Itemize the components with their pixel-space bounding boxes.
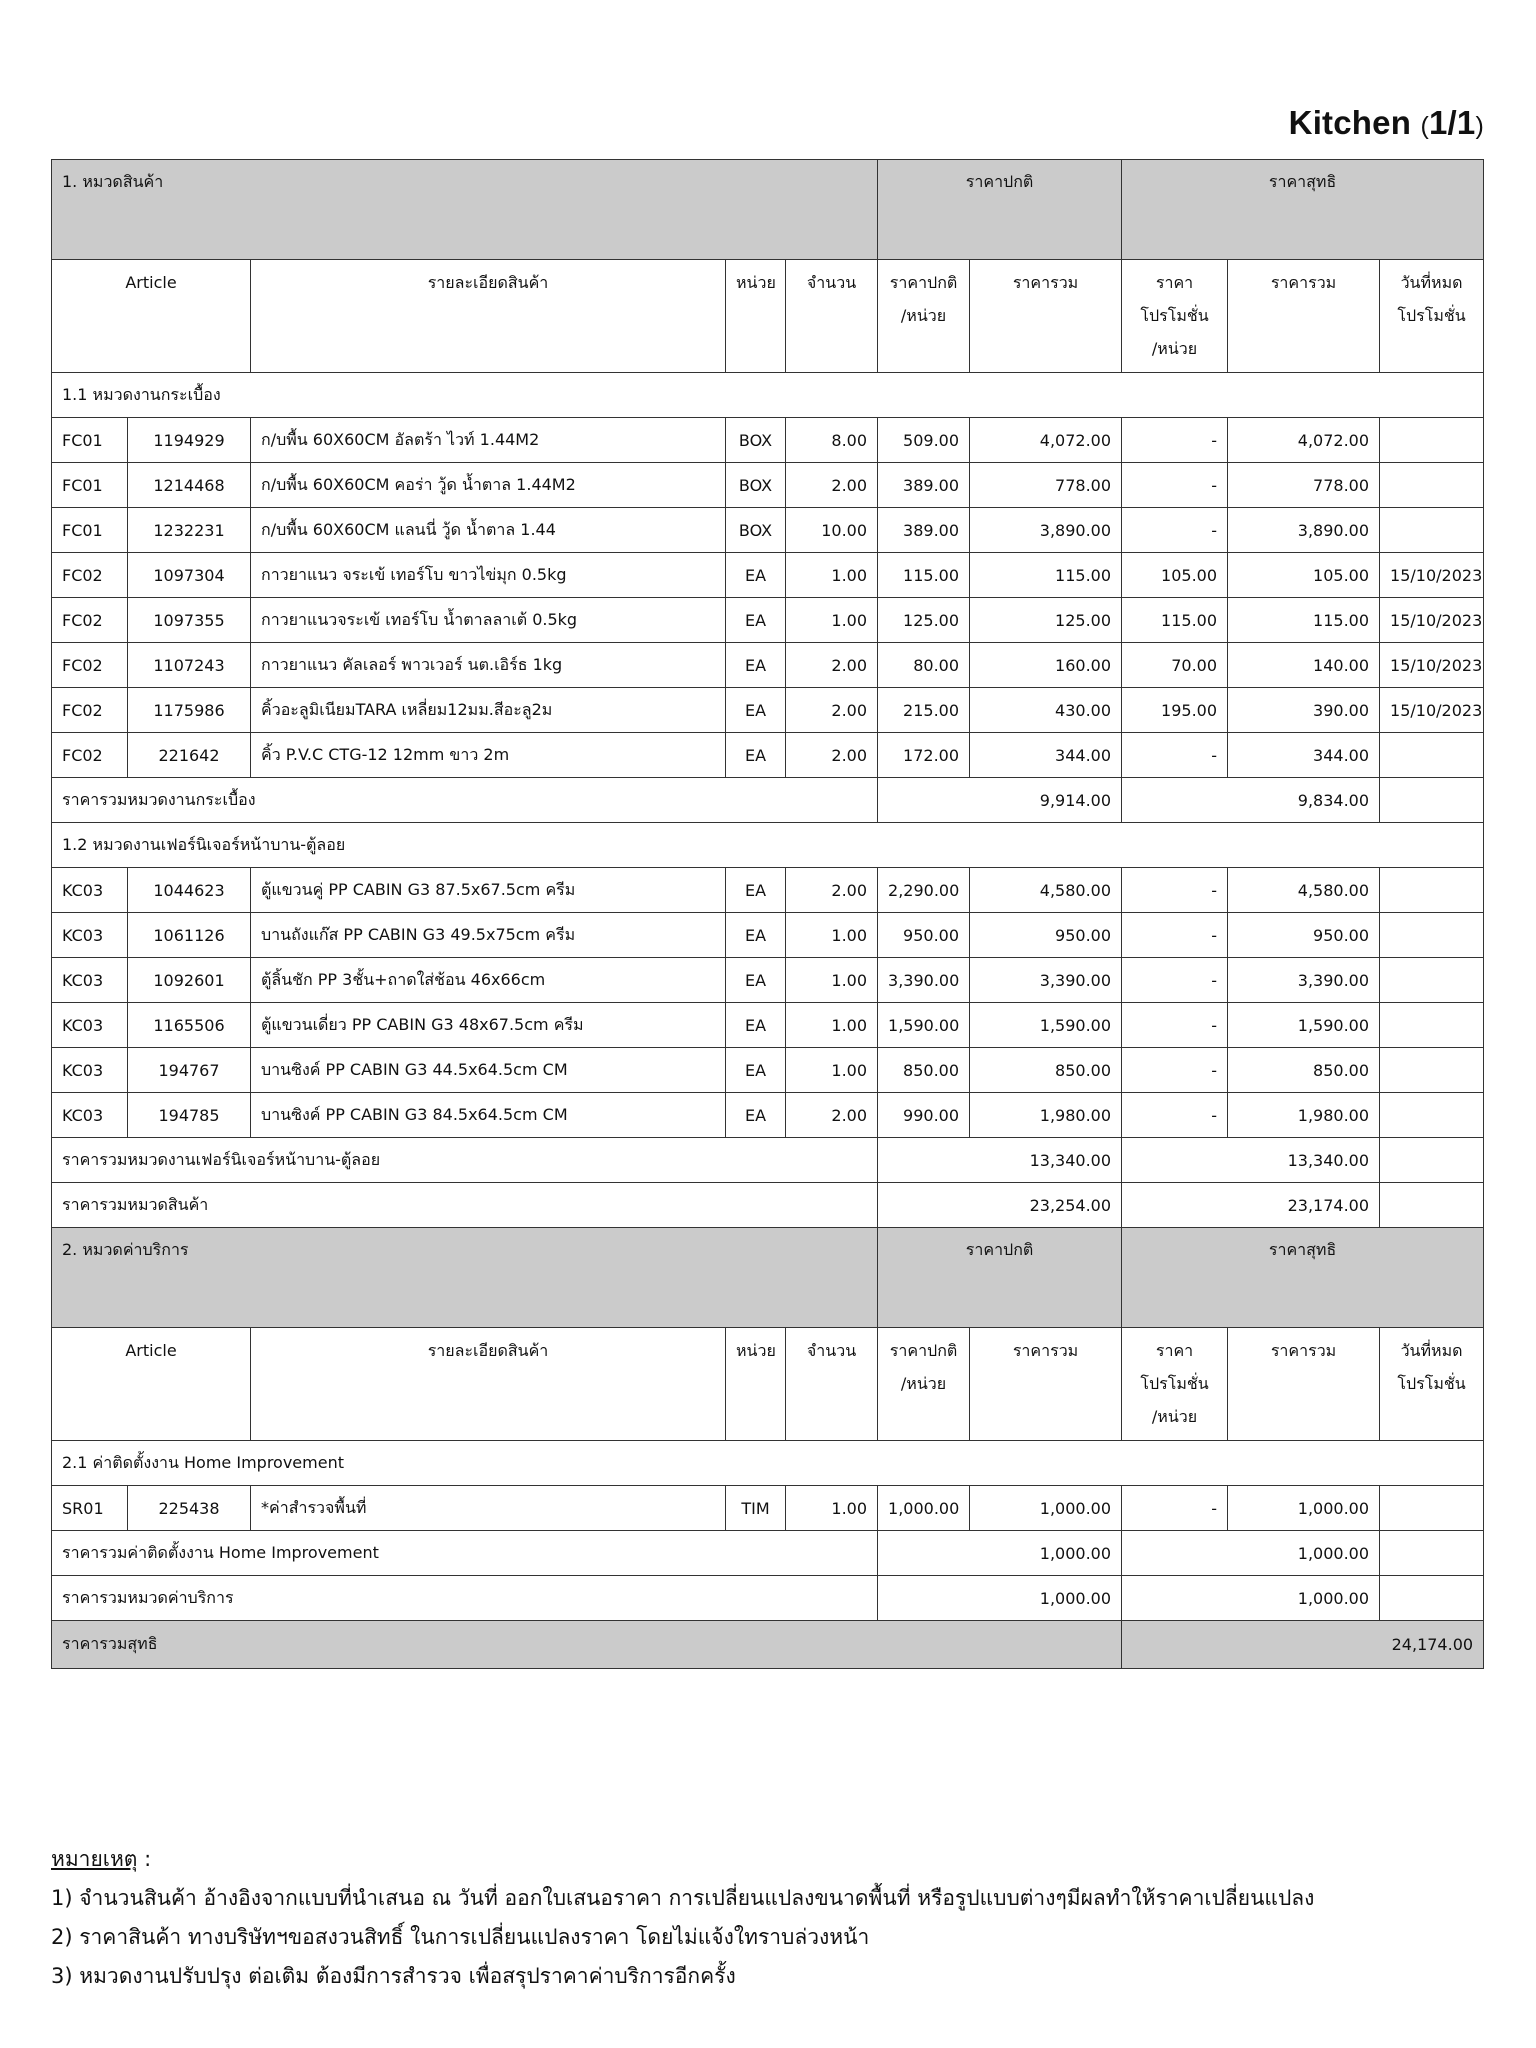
total-net: 1,000.00 [1122,1531,1380,1576]
total-normal: 9,914.00 [878,778,1122,823]
total-label: ราคารวมหมวดงานกระเบื้อง [52,778,878,823]
item-promo-total: 950.00 [1228,913,1380,958]
item-article: 1232231 [128,508,251,553]
item-code: KC03 [52,1048,128,1093]
item-promo-total: 1,590.00 [1228,1003,1380,1048]
category-band-row [52,160,1484,260]
section-title-row [52,373,1484,418]
item-promo-total: 850.00 [1228,1048,1380,1093]
col-unit: หน่วย [726,260,786,373]
item-total: 160.00 [970,643,1122,688]
item-quantity: 10.00 [786,508,878,553]
table-row [52,553,1484,598]
item-promo-end: 15/10/2023 [1380,643,1484,688]
total-net: 13,340.00 [1122,1138,1380,1183]
item-unit-price: 125.00 [878,598,970,643]
grand-total-row [52,1621,1484,1669]
col-unit: หน่วย [726,1328,786,1441]
item-quantity: 1.00 [786,1048,878,1093]
table-row [52,463,1484,508]
item-promo-total: 1,980.00 [1228,1093,1380,1138]
item-promo-total: 3,390.00 [1228,958,1380,1003]
section-title: 1.1 หมวดงานกระเบื้อง [52,373,1484,418]
col-description: รายละเอียดสินค้า [251,1328,726,1441]
item-description: กาวยาแนว คัลเลอร์ พาวเวอร์ นต.เอิร์ธ 1kg [251,643,726,688]
item-quantity: 2.00 [786,1093,878,1138]
item-unit: EA [726,1048,786,1093]
item-promo-total: 4,580.00 [1228,868,1380,913]
item-total: 1,980.00 [970,1093,1122,1138]
item-article: 1061126 [128,913,251,958]
item-promo-total: 4,072.00 [1228,418,1380,463]
item-unit-price: 509.00 [878,418,970,463]
total-empty [1380,1531,1484,1576]
section-title-row [52,1441,1484,1486]
item-promo-total: 115.00 [1228,598,1380,643]
item-total: 778.00 [970,463,1122,508]
item-code: FC02 [52,553,128,598]
note-line: 3) หมวดงานปรับปรุง ต่อเติม ต้องมีการสำรวจ เพื่อสรุปราคาค่าบริการอีกครั้ง [51,1964,736,1988]
item-unit-price: 1,590.00 [878,1003,970,1048]
item-description: กาวยาแนว จระเข้ เทอร์โบ ขาวไข่มุก 0.5kg [251,553,726,598]
item-description: คิ้วอะลูมิเนียมTARA เหลี่ยม12มม.สีอะลู2ม [251,688,726,733]
page-title [1289,104,1484,142]
item-promo-total: 140.00 [1228,643,1380,688]
item-total: 125.00 [970,598,1122,643]
item-promo-price: 115.00 [1122,598,1228,643]
col-total: ราคารวม [970,260,1122,373]
item-unit: EA [726,1093,786,1138]
item-promo-price: - [1122,508,1228,553]
item-description: บานซิงค์ PP CABIN G3 84.5x64.5cm CM [251,1093,726,1138]
total-label: ราคารวมค่าติดตั้งงาน Home Improvement [52,1531,878,1576]
item-unit: EA [726,598,786,643]
item-promo-price: - [1122,913,1228,958]
item-description: ก/บพื้น 60X60CM อัลตร้า ไวท์ 1.44M2 [251,418,726,463]
item-code: FC02 [52,688,128,733]
section-total-row [52,778,1484,823]
item-quantity: 2.00 [786,733,878,778]
note-line: 2) ราคาสินค้า ทางบริษัทฯขอสงวนสิทธิ์ ในการเปลี่ยนแปลงราคา โดยไม่แจ้งใทราบล่วงหน้า [51,1925,870,1949]
item-promo-end [1380,508,1484,553]
col-promo-price: ราคา โปรโมชั่น /หน่วย [1122,1328,1228,1441]
item-unit-price: 80.00 [878,643,970,688]
item-promo-price: - [1122,1003,1228,1048]
col-promo-total: ราคารวม [1228,1328,1380,1441]
item-unit-price: 389.00 [878,508,970,553]
table-row [52,1003,1484,1048]
item-unit-price: 172.00 [878,733,970,778]
normal-price-band: ราคาปกติ [878,160,1122,260]
item-description: *ค่าสำรวจพื้นที่ [251,1486,726,1531]
col-description: รายละเอียดสินค้า [251,260,726,373]
item-total: 115.00 [970,553,1122,598]
item-promo-end [1380,1048,1484,1093]
item-unit: TIM [726,1486,786,1531]
item-code: KC03 [52,913,128,958]
item-unit-price: 215.00 [878,688,970,733]
page-paren-close: ) [1475,112,1484,140]
item-unit: EA [726,643,786,688]
item-promo-price: - [1122,1486,1228,1531]
col-total: ราคารวม [970,1328,1122,1441]
item-description: กาวยาแนวจระเข้ เทอร์โบ น้ำตาลลาเต้ 0.5kg [251,598,726,643]
item-unit: EA [726,688,786,733]
item-total: 3,890.00 [970,508,1122,553]
item-code: KC03 [52,1093,128,1138]
total-net: 9,834.00 [1122,778,1380,823]
item-unit-price: 950.00 [878,913,970,958]
item-code: KC03 [52,958,128,1003]
col-article: Article [52,1328,251,1441]
section-title: 2.1 ค่าติดตั้งงาน Home Improvement [52,1441,1484,1486]
item-description: ตู้ลิ้นชัก PP 3ชั้น+ถาดใส่ช้อน 46x66cm [251,958,726,1003]
item-article: 225438 [128,1486,251,1531]
item-unit: EA [726,733,786,778]
total-empty [1380,778,1484,823]
category-band-row [52,1228,1484,1328]
table-row [52,508,1484,553]
item-total: 1,590.00 [970,1003,1122,1048]
section-title-row [52,823,1484,868]
table-row [52,913,1484,958]
item-total: 3,390.00 [970,958,1122,1003]
item-promo-price: - [1122,733,1228,778]
total-empty [1380,1183,1484,1228]
net-price-band: ราคาสุทธิ [1122,1228,1484,1328]
table-row [52,733,1484,778]
item-unit: EA [726,553,786,598]
net-price-band: ราคาสุทธิ [1122,160,1484,260]
col-promo-end: วันที่หมด โปรโมชั่น [1380,260,1484,373]
item-promo-total: 3,890.00 [1228,508,1380,553]
item-unit-price: 3,390.00 [878,958,970,1003]
column-header-row [52,260,1484,373]
item-quantity: 2.00 [786,643,878,688]
total-empty [1380,1576,1484,1621]
item-code: FC02 [52,598,128,643]
col-quantity: จำนวน [786,1328,878,1441]
total-label: ราคารวมหมวดงานเฟอร์นิเจอร์หน้าบาน-ตู้ลอย [52,1138,878,1183]
item-promo-end [1380,1486,1484,1531]
item-article: 1092601 [128,958,251,1003]
section-total-row [52,1531,1484,1576]
table-row [52,1486,1484,1531]
total-normal: 23,254.00 [878,1183,1122,1228]
item-promo-end [1380,913,1484,958]
item-quantity: 1.00 [786,598,878,643]
category-total-row [52,1576,1484,1621]
item-promo-price: - [1122,868,1228,913]
item-description: บานซิงค์ PP CABIN G3 44.5x64.5cm CM [251,1048,726,1093]
item-article: 1165506 [128,1003,251,1048]
total-normal: 13,340.00 [878,1138,1122,1183]
col-promo-price: ราคา โปรโมชั่น /หน่วย [1122,260,1228,373]
page-paren-open: ( [1420,112,1429,140]
item-quantity: 1.00 [786,553,878,598]
item-promo-price: 105.00 [1122,553,1228,598]
item-article: 1175986 [128,688,251,733]
item-promo-total: 344.00 [1228,733,1380,778]
item-code: KC03 [52,1003,128,1048]
total-label: ราคารวมหมวดสินค้า [52,1183,878,1228]
total-net: 1,000.00 [1122,1576,1380,1621]
item-description: คิ้ว P.V.C CTG-12 12mm ขาว 2m [251,733,726,778]
item-quantity: 1.00 [786,958,878,1003]
grand-total-label: ราคารวมสุทธิ [52,1621,1122,1669]
item-promo-price: 70.00 [1122,643,1228,688]
category-title: 1. หมวดสินค้า [52,160,878,260]
item-total: 4,072.00 [970,418,1122,463]
item-article: 1044623 [128,868,251,913]
item-quantity: 8.00 [786,418,878,463]
table-row [52,1048,1484,1093]
item-promo-total: 778.00 [1228,463,1380,508]
item-description: ก/บพื้น 60X60CM แลนนี่ วู้ด น้ำตาล 1.44 [251,508,726,553]
item-unit-price: 990.00 [878,1093,970,1138]
item-code: FC02 [52,733,128,778]
item-article: 194785 [128,1093,251,1138]
total-normal: 1,000.00 [878,1531,1122,1576]
table-row [52,868,1484,913]
item-unit: EA [726,913,786,958]
item-unit-price: 389.00 [878,463,970,508]
item-promo-end [1380,418,1484,463]
item-quantity: 1.00 [786,1486,878,1531]
item-unit: BOX [726,463,786,508]
total-label: ราคารวมหมวดค่าบริการ [52,1576,878,1621]
item-promo-end: 15/10/2023 [1380,688,1484,733]
table-row [52,688,1484,733]
table-row [52,1093,1484,1138]
col-promo-end: วันที่หมด โปรโมชั่น [1380,1328,1484,1441]
item-article: 1194929 [128,418,251,463]
grand-total-value: 24,174.00 [1122,1621,1484,1669]
col-quantity: จำนวน [786,260,878,373]
item-description: ก/บพื้น 60X60CM คอร่า วู้ด น้ำตาล 1.44M2 [251,463,726,508]
table-row [52,958,1484,1003]
item-promo-end [1380,868,1484,913]
item-promo-end [1380,463,1484,508]
item-article: 1214468 [128,463,251,508]
item-quantity: 1.00 [786,913,878,958]
item-unit: BOX [726,508,786,553]
item-unit-price: 850.00 [878,1048,970,1093]
table-row [52,418,1484,463]
item-article: 1097304 [128,553,251,598]
note-line: 1) จำนวนสินค้า อ้างอิงจากแบบที่นำเสนอ ณ วันที่ ออกใบเสนอราคา การเปลี่ยนแปลงขนาดพื้นที่ หรือรูปแบบต่างๆมีผลทำให้ราคาเปลี่ยนแปลง [51,1886,1315,1910]
page-number: 1/1 [1428,104,1476,141]
item-quantity: 2.00 [786,868,878,913]
item-total: 950.00 [970,913,1122,958]
item-quantity: 1.00 [786,1003,878,1048]
item-promo-price: 195.00 [1122,688,1228,733]
item-quantity: 2.00 [786,463,878,508]
item-article: 221642 [128,733,251,778]
table-body [52,160,1484,1669]
table-row [52,643,1484,688]
item-promo-price: - [1122,958,1228,1003]
item-promo-total: 1,000.00 [1228,1486,1380,1531]
item-code: FC01 [52,463,128,508]
item-code: SR01 [52,1486,128,1531]
item-total: 4,580.00 [970,868,1122,913]
item-unit: EA [726,1003,786,1048]
total-normal: 1,000.00 [878,1576,1122,1621]
section-total-row [52,1138,1484,1183]
total-net: 23,174.00 [1122,1183,1380,1228]
item-code: FC02 [52,643,128,688]
total-empty [1380,1138,1484,1183]
item-promo-price: - [1122,1093,1228,1138]
title-text: Kitchen [1288,104,1412,141]
item-total: 344.00 [970,733,1122,778]
notes-title: หมายเหตุ : [51,1847,152,1871]
normal-price-band: ราคาปกติ [878,1228,1122,1328]
item-promo-end [1380,1093,1484,1138]
item-promo-total: 105.00 [1228,553,1380,598]
col-unit-price: ราคาปกติ /หน่วย [878,1328,970,1441]
item-description: บานถังแก๊ส PP CABIN G3 49.5x75cm ครีม [251,913,726,958]
item-unit: EA [726,868,786,913]
item-promo-price: - [1122,1048,1228,1093]
quotation-table [51,159,1484,1669]
item-total: 1,000.00 [970,1486,1122,1531]
item-description: ตู้แขวนคู่ PP CABIN G3 87.5x67.5cm ครีม [251,868,726,913]
col-article: Article [52,260,251,373]
category-title: 2. หมวดค่าบริการ [52,1228,878,1328]
item-code: KC03 [52,868,128,913]
notes-title-text: หมายเหตุ [51,1847,138,1871]
item-article: 194767 [128,1048,251,1093]
item-promo-end: 15/10/2023 [1380,598,1484,643]
item-promo-end [1380,958,1484,1003]
item-promo-end: 15/10/2023 [1380,553,1484,598]
item-promo-price: - [1122,463,1228,508]
item-unit: BOX [726,418,786,463]
item-unit-price: 2,290.00 [878,868,970,913]
category-total-row [52,1183,1484,1228]
item-quantity: 2.00 [786,688,878,733]
item-total: 430.00 [970,688,1122,733]
item-article: 1107243 [128,643,251,688]
notes [51,1840,1314,1996]
table-row [52,598,1484,643]
item-unit-price: 1,000.00 [878,1486,970,1531]
item-description: ตู้แขวนเดี่ยว PP CABIN G3 48x67.5cm ครีม [251,1003,726,1048]
item-code: FC01 [52,508,128,553]
col-unit-price: ราคาปกติ /หน่วย [878,260,970,373]
item-code: FC01 [52,418,128,463]
item-unit: EA [726,958,786,1003]
section-title: 1.2 หมวดงานเฟอร์นิเจอร์หน้าบาน-ตู้ลอย [52,823,1484,868]
item-unit-price: 115.00 [878,553,970,598]
item-total: 850.00 [970,1048,1122,1093]
column-header-row [52,1328,1484,1441]
item-promo-end [1380,1003,1484,1048]
col-promo-total: ราคารวม [1228,260,1380,373]
item-article: 1097355 [128,598,251,643]
item-promo-price: - [1122,418,1228,463]
item-promo-end [1380,733,1484,778]
item-promo-total: 390.00 [1228,688,1380,733]
